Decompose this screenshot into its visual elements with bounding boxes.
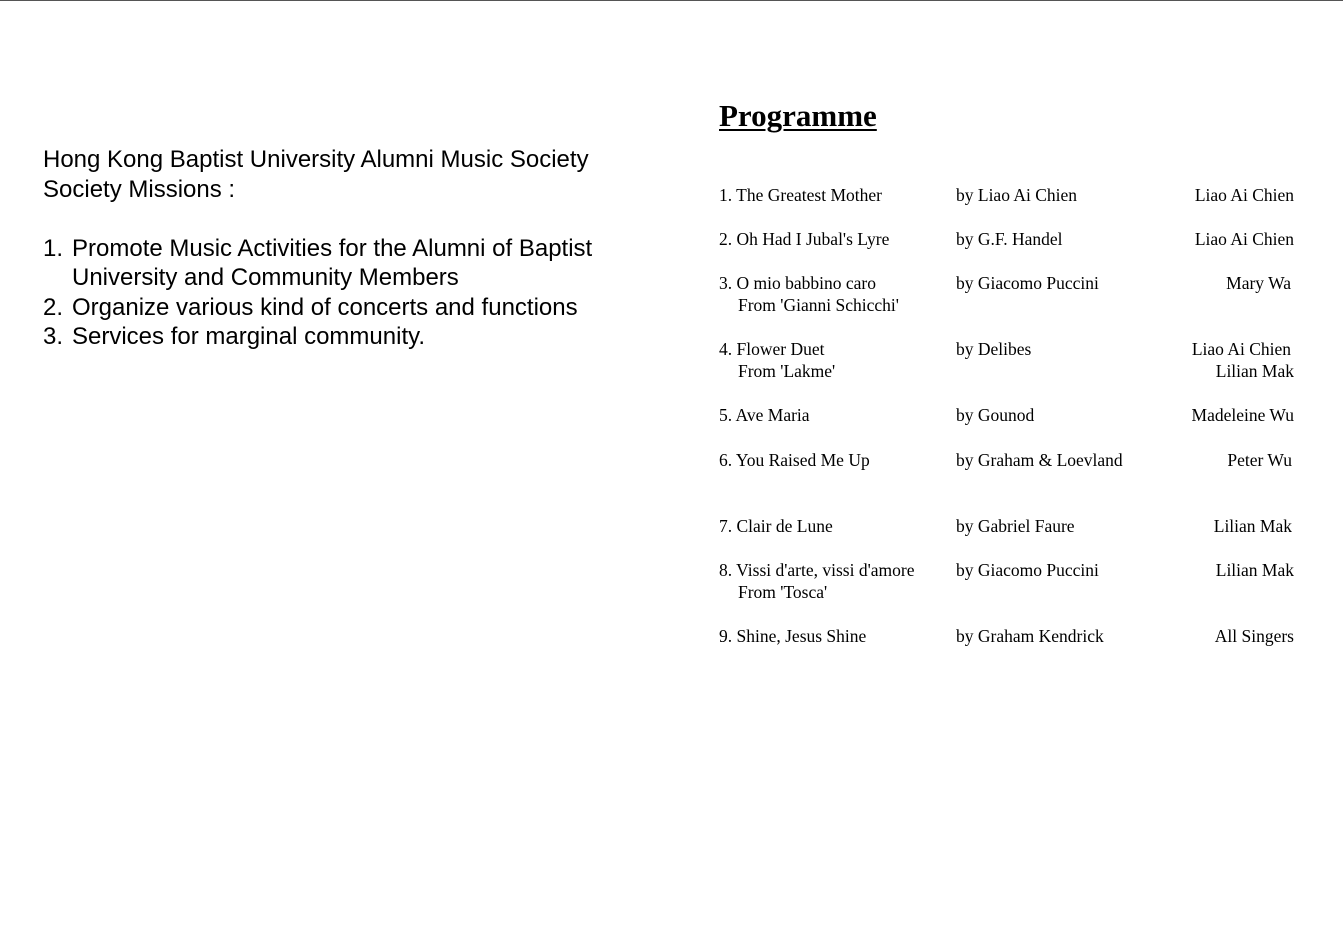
performer-name: Lilian Mak bbox=[1215, 361, 1294, 381]
piece-performer: Mary Wa bbox=[1226, 273, 1291, 293]
performer-name: Liao Ai Chien bbox=[1191, 339, 1291, 359]
programme-section bbox=[719, 96, 1319, 646]
programme-item bbox=[719, 559, 1319, 603]
piece-performer: Madeleine Wu bbox=[1191, 405, 1294, 425]
piece-composer: by Gounod bbox=[956, 405, 1035, 425]
mission-item bbox=[43, 293, 643, 323]
programme-item bbox=[719, 228, 1319, 272]
piece-title: 8. Vissi d'arte, vissi d'amore bbox=[719, 560, 915, 580]
mission-text: Services for marginal community. bbox=[72, 323, 425, 350]
piece-performer: Liao Ai Chien bbox=[1194, 185, 1294, 205]
top-border bbox=[0, 0, 1343, 1]
society-name: Hong Kong Baptist University Alumni Music Society bbox=[43, 146, 589, 173]
piece-performer: Liao Ai Chien bbox=[1194, 229, 1294, 249]
programme-item bbox=[719, 515, 1319, 559]
piece-title: 7. Clair de Lune bbox=[719, 516, 833, 536]
piece-composer: by Graham Kendrick bbox=[956, 626, 1104, 646]
mission-number: 3. bbox=[43, 323, 64, 350]
mission-number: 1. bbox=[43, 234, 64, 262]
piece-source: From 'Tosca' bbox=[738, 582, 828, 602]
programme-item bbox=[719, 449, 1319, 493]
piece-composer: by Liao Ai Chien bbox=[956, 185, 1078, 205]
piece-composer: by Giacomo Puccini bbox=[956, 560, 1099, 580]
society-missions-section bbox=[43, 145, 643, 352]
programme-item bbox=[719, 404, 1319, 448]
piece-composer: by Graham & Loevland bbox=[956, 450, 1123, 470]
piece-composer: by G.F. Handel bbox=[956, 229, 1063, 249]
mission-item bbox=[43, 322, 643, 352]
programme-item bbox=[719, 625, 1319, 669]
mission-item bbox=[43, 234, 643, 293]
programme-item bbox=[719, 338, 1319, 382]
programme-title: Programme bbox=[719, 98, 877, 133]
piece-title: 5. Ave Maria bbox=[719, 405, 810, 425]
piece-source: From 'Gianni Schicchi' bbox=[738, 295, 899, 315]
piece-performer: Lilian Mak bbox=[1215, 560, 1294, 580]
piece-title: 1. The Greatest Mother bbox=[719, 185, 882, 205]
mission-text: Organize various kind of concerts and functions bbox=[72, 293, 578, 321]
mission-number: 2. bbox=[43, 293, 64, 321]
mission-text: Promote Music Activities for the Alumni of Baptist University and Community Members bbox=[72, 234, 593, 291]
piece-title: 9. Shine, Jesus Shine bbox=[719, 626, 867, 646]
programme-item bbox=[719, 184, 1319, 228]
missions-heading: Society Missions : bbox=[43, 175, 236, 203]
piece-title: 4. Flower Duet bbox=[719, 339, 825, 359]
piece-composer: by Delibes bbox=[956, 339, 1032, 359]
piece-performer: Peter Wu bbox=[1227, 450, 1292, 470]
piece-performer: All Singers bbox=[1214, 626, 1294, 646]
piece-source: From 'Lakme' bbox=[738, 361, 836, 381]
piece-composer: by Giacomo Puccini bbox=[956, 273, 1099, 293]
piece-title: 2. Oh Had I Jubal's Lyre bbox=[719, 229, 890, 249]
piece-title: 6. You Raised Me Up bbox=[719, 450, 870, 470]
programme-item bbox=[719, 272, 1319, 316]
piece-composer: by Gabriel Faure bbox=[956, 516, 1075, 536]
piece-title: 3. O mio babbino caro bbox=[719, 273, 876, 293]
piece-performer bbox=[1139, 338, 1294, 382]
missions-list bbox=[43, 234, 643, 352]
piece-performer: Lilian Mak bbox=[1213, 516, 1292, 536]
